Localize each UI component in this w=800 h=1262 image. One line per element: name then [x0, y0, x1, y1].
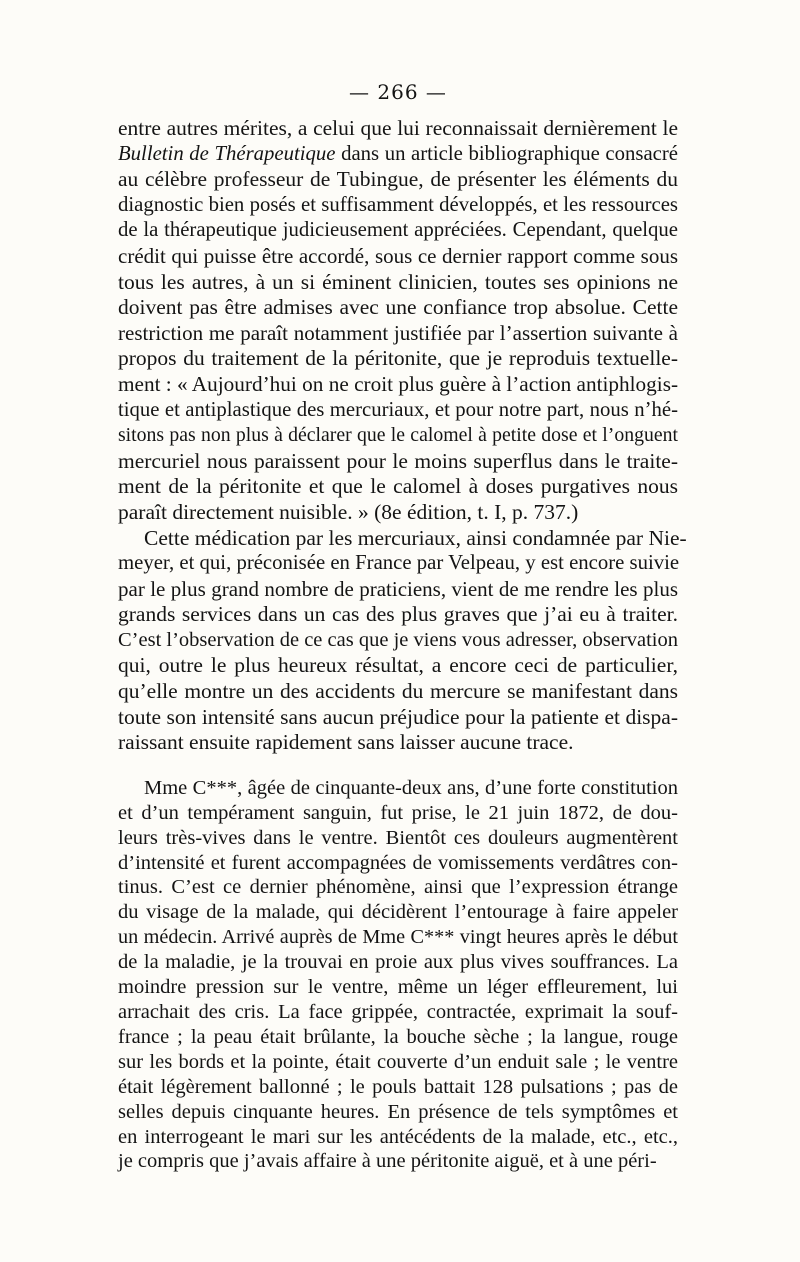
text-line: était légèrement ballonné ; le pouls battait 128 pulsations ; pas de	[118, 1075, 678, 1098]
text-line: de la maladie, je la trouvai en proie aux plus vives souffrances. La	[118, 951, 678, 974]
text-line: un médecin. Arrivé auprès de Mme C*** vingt heures après le début	[118, 926, 678, 949]
paragraph-2-body	[118, 551, 678, 756]
text-line: entre autres mérites, a celui que lui reconnaissait dernièrement le	[118, 116, 678, 140]
text-line: toute son intensité sans aucun préjudice pour la patiente et dispa-	[118, 704, 678, 729]
paragraph-3	[118, 776, 678, 801]
text-line: leurs très-vives dans le ventre. Bientôt ces douleurs augmentèrent	[118, 826, 678, 849]
text-line: C’est l’observation de ce cas que je viens vous adresser, observation	[118, 628, 678, 651]
text-fragment: dans un article bibliographique consacré	[335, 142, 678, 165]
text-line: restriction me paraît notamment justifiée par l’assertion suivante à	[118, 320, 678, 345]
text-line: je compris que j’avais affaire à une péritonite aiguë, et à une péri-	[118, 1150, 657, 1173]
text-line: selles depuis cinquante heures. En présence de tels symptômes et	[118, 1100, 678, 1123]
text-line: qui, outre le plus heureux résultat, a encore ceci de particulier,	[118, 653, 678, 678]
text-line: france ; la peau était brûlante, la bouche sèche ; la langue, rouge	[118, 1025, 678, 1048]
text-line: ment de la péritonite et que le calomel à doses purgatives nous	[118, 474, 678, 499]
text-line: propos du traitement de la péritonite, que je reproduis textuelle-	[118, 346, 678, 371]
text-line: au célèbre professeur de Tubingue, de présenter les éléments du	[118, 167, 678, 192]
page-number: — 266 —	[349, 80, 447, 104]
paragraph-3-body	[118, 801, 678, 1175]
paragraph-2	[118, 525, 687, 552]
text-line	[118, 142, 678, 168]
text-line: tique et antiplastique des mercuriaux, et pour notre part, nous n’hé-	[118, 398, 678, 421]
text-line: Mme C***, âgée de cinquante-deux ans, d’une forte constitution	[144, 776, 678, 799]
text-line: sitons pas non plus à déclarer que le calomel à petite dose et l’onguent	[118, 424, 678, 447]
paragraph-1	[118, 116, 678, 526]
text-line: doivent pas être admises avec une confiance trop absolue. Cette	[118, 295, 678, 320]
book-page	[118, 80, 687, 1174]
text-line: qu’elle montre un des accidents du mercure se manifestant dans	[118, 679, 678, 704]
text-line: Cette médication par les mercuriaux, ainsi condamnée par Nie-	[144, 525, 687, 550]
text-line: en interrogeant le mari sur les antécédents de la malade, etc., etc.,	[118, 1125, 678, 1148]
text-line: grands services dans un cas des plus graves que j’ai eu à traiter.	[118, 602, 678, 627]
text-line: crédit qui puisse être accordé, sous ce dernier rapport comme sous	[118, 243, 678, 268]
text-line: du visage de la malade, qui décidèrent l’entourage à faire appeler	[118, 901, 678, 924]
text-line: tinus. C’est ce dernier phénomène, ainsi que l’expression étrange	[118, 876, 678, 899]
text-line: et d’un tempérament sanguin, fut prise, le 21 juin 1872, de dou-	[118, 801, 678, 824]
text-line: tous les autres, à un si éminent clinicien, toutes ses opinions ne	[118, 269, 678, 294]
text-line: moindre pression sur le ventre, même un léger effleurement, lui	[118, 976, 678, 999]
text-line: paraît directement nuisible. » (8e édition, t. I, p. 737.)	[118, 499, 579, 524]
text-line: sur les bords et la pointe, était couverte d’un enduit sale ; le ventre	[118, 1050, 678, 1073]
text-line: arrachait des cris. La face grippée, contractée, exprimait la souf-	[118, 1001, 678, 1023]
text-line: diagnostic bien posés et suffisamment développés, et les ressources	[118, 193, 678, 216]
text-line: d’intensité et furent accompagnées de vomissements verdâtres con-	[118, 851, 678, 874]
paragraph-gap	[118, 756, 678, 776]
text-line: mercuriel nous paraissent pour le moins superflus dans le traite-	[118, 448, 678, 473]
italic-title: Bulletin de Thérapeutique	[118, 142, 336, 165]
text-line: meyer, et qui, préconisée en France par Velpeau, y est encore suivie	[118, 552, 680, 575]
text-line: de la thérapeutique judicieusement appréciées. Cependant, quelque	[118, 219, 678, 242]
text-line: par le plus grand nombre de praticiens, vient de me rendre les plus	[118, 576, 678, 601]
text-line: raissant ensuite rapidement sans laisser aucune trace.	[118, 730, 574, 755]
text-line: ment : « Aujourd’hui on ne croit plus guère à l’action antiphlogis-	[118, 371, 679, 396]
